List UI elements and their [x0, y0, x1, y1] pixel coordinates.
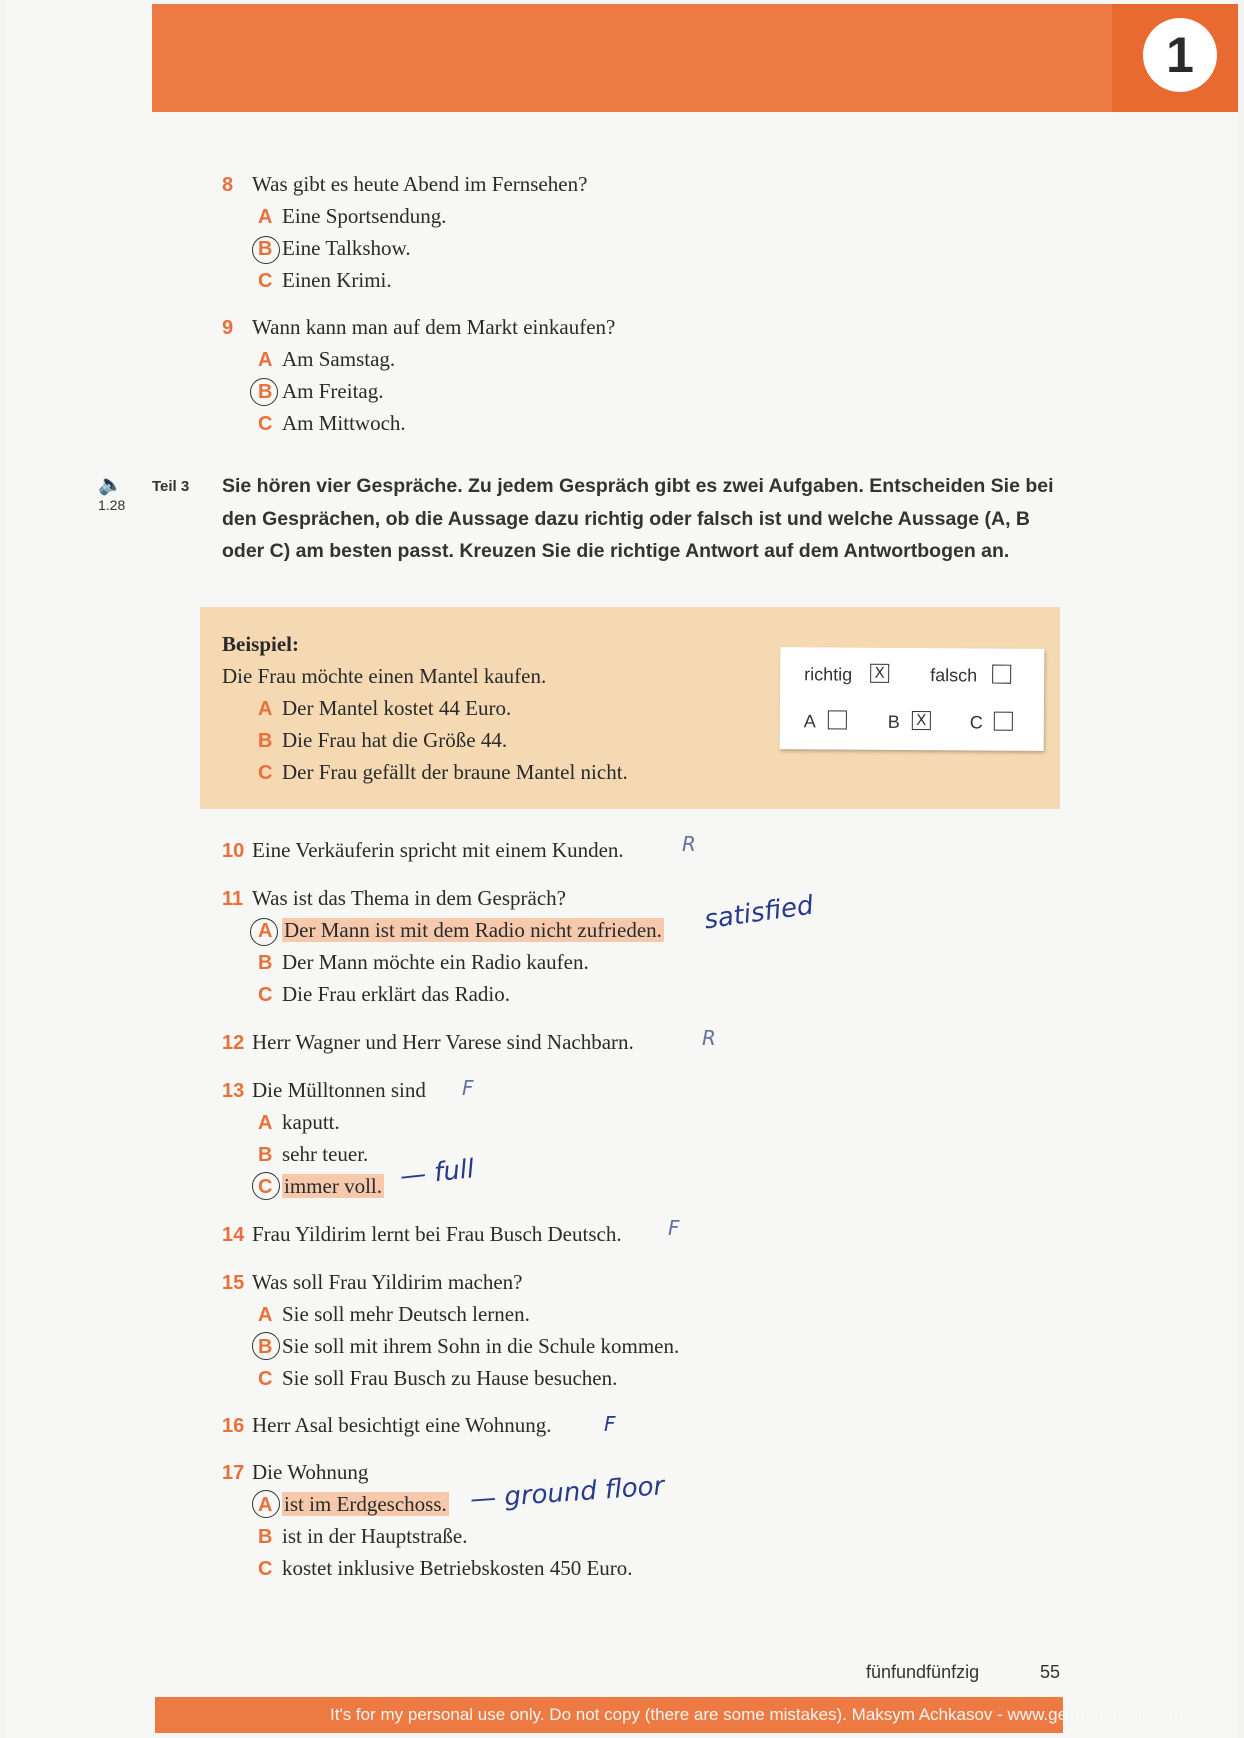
question-text: Was gibt es heute Abend im Fernsehen?: [252, 172, 588, 196]
question-9: [222, 315, 615, 340]
option-text: immer voll.: [284, 1174, 382, 1198]
answer-sheet-card: [780, 647, 1045, 751]
q17-option-b: [258, 1524, 467, 1549]
option-letter: A: [258, 206, 273, 228]
q15-option-c: [258, 1366, 617, 1391]
option-c-label: C: [969, 712, 983, 733]
option-letter: B: [258, 381, 273, 403]
q13-option-b: [258, 1142, 368, 1167]
example-option-c: [258, 760, 628, 785]
question-number: 10: [222, 840, 245, 862]
option-text: Die Frau hat die Größe 44.: [282, 728, 508, 752]
option-text: Sie soll mit ihrem Sohn in die Schule kommen.: [282, 1334, 680, 1358]
option-text: ist in der Hauptstraße.: [282, 1524, 468, 1548]
handwritten-note: F: [604, 1412, 616, 1436]
option-c-checkbox[interactable]: [994, 712, 1013, 731]
option-text: Der Mantel kostet 44 Euro.: [282, 696, 512, 720]
question-text: Die Mülltonnen sind: [252, 1078, 426, 1102]
question-number: 15: [222, 1272, 245, 1294]
page-number-word: fünfundfünfzig: [866, 1662, 980, 1682]
question-17: [222, 1460, 368, 1485]
question-text: Frau Yildirim lernt bei Frau Busch Deutsch.: [252, 1222, 622, 1246]
question-11: [222, 886, 566, 911]
question-number: 9: [222, 317, 234, 339]
option-letter: A: [258, 349, 273, 371]
option-letter: A: [258, 698, 273, 720]
option-text: kostet inklusive Betriebskosten 450 Euro.: [282, 1556, 633, 1580]
q17-option-c: [258, 1556, 633, 1581]
q11-option-a: [258, 918, 664, 943]
option-letter: B: [258, 1526, 273, 1548]
option-letter: B: [258, 730, 273, 752]
option-letter: C: [258, 1558, 273, 1580]
option-text: Sie soll Frau Busch zu Hause besuchen.: [282, 1366, 618, 1390]
answer-circle-mark: [252, 1332, 280, 1360]
q15-option-a: [258, 1302, 530, 1327]
q15-option-b: [258, 1334, 679, 1359]
question-8: [222, 172, 587, 197]
chapter-header-bar: [152, 4, 1112, 112]
q9-option-a: [258, 347, 395, 372]
answer-circle-mark: [250, 378, 278, 406]
option-letter: C: [258, 270, 273, 292]
question-text: Was ist das Thema in dem Gespräch?: [252, 886, 566, 910]
option-letter: C: [258, 1176, 273, 1198]
instructions: Sie hören vier Gespräche. Zu jedem Gespräch gibt es zwei Aufgaben. Entscheiden Sie bei den Gesprächen, ob die Aussage dazu richtig oder falsch ist und welche Aussage (A, B oder C) am besten passt. Kreuzen Sie die richtige Antwort auf dem Antwortbogen an.: [222, 475, 1054, 562]
option-letter: B: [258, 238, 273, 260]
question-number: 11: [222, 888, 244, 910]
option-letter: A: [258, 920, 273, 942]
option-text: Am Freitag.: [282, 379, 384, 403]
question-text: Wann kann man auf dem Markt einkaufen?: [252, 315, 616, 339]
handwritten-note: — full: [398, 1154, 476, 1192]
speaker-icon: 🔈: [98, 474, 123, 496]
option-text: Eine Sportsendung.: [282, 204, 447, 228]
question-text: Herr Asal besichtigt eine Wohnung.: [252, 1413, 552, 1437]
option-text: Am Mittwoch.: [282, 411, 406, 435]
option-text: Die Frau erklärt das Radio.: [282, 982, 511, 1006]
audio-track-number: 1.28: [98, 497, 126, 513]
option-letter: A: [258, 1112, 273, 1134]
option-letter: A: [258, 1494, 273, 1516]
q8-option-a: [258, 204, 446, 229]
question-text: Herr Wagner und Herr Varese sind Nachbarn.: [252, 1030, 634, 1054]
falsch-label: falsch: [930, 665, 978, 686]
question-text: Eine Verkäuferin spricht mit einem Kunden.: [252, 838, 624, 862]
option-letter: B: [258, 952, 273, 974]
question-13: [222, 1078, 426, 1103]
question-15: [222, 1270, 522, 1295]
falsch-checkbox[interactable]: [992, 665, 1011, 684]
handwritten-note: satisfied: [702, 890, 816, 936]
question-14: [222, 1222, 622, 1247]
audio-track[interactable]: [98, 472, 138, 513]
question-number: 13: [222, 1080, 245, 1102]
question-16: [222, 1413, 551, 1438]
q11-option-c: [258, 982, 510, 1007]
example-option-b: [258, 728, 507, 753]
watermark-text: It's for my personal use only. Do not copy (there are some mistakes). Maksym Achkasov - www.german4real.com: [330, 1705, 1181, 1724]
answer-circle-mark: [250, 918, 278, 946]
q8-option-b: [258, 236, 411, 261]
page-number: 55: [1040, 1662, 1061, 1682]
question-12: [222, 1030, 634, 1055]
richtig-label: richtig: [804, 664, 853, 685]
handwritten-note: R: [702, 1026, 716, 1050]
richtig-checkbox[interactable]: X: [870, 664, 889, 683]
handwritten-note: — ground floor: [469, 1471, 666, 1515]
part-label: Teil 3: [152, 478, 190, 495]
option-text: Eine Talkshow.: [282, 236, 411, 260]
q17-option-a: [258, 1492, 449, 1517]
handwritten-note: F: [668, 1216, 680, 1240]
question-number: 14: [222, 1224, 245, 1246]
chapter-number: 1: [1143, 18, 1217, 92]
option-text: ist im Erdgeschoss.: [284, 1492, 447, 1516]
option-letter: B: [258, 1144, 273, 1166]
question-text: Die Wohnung: [252, 1460, 369, 1484]
option-letter: A: [258, 1304, 273, 1326]
option-letter: C: [258, 413, 273, 435]
example-title: Beispiel:: [222, 632, 299, 656]
handwritten-note: R: [682, 832, 696, 856]
q9-option-c: [258, 411, 406, 436]
question-number: 8: [222, 174, 234, 196]
option-text: kaputt.: [282, 1110, 340, 1134]
question-number: 16: [222, 1415, 245, 1437]
answer-circle-mark: [252, 1490, 280, 1518]
question-text: Was soll Frau Yildirim machen?: [252, 1270, 523, 1294]
question-number: 17: [222, 1462, 245, 1484]
option-text: Der Mann ist mit dem Radio nicht zufrieden.: [284, 918, 662, 942]
option-text: sehr teuer.: [282, 1142, 369, 1166]
option-b-label: B: [887, 711, 900, 732]
option-text: Einen Krimi.: [282, 268, 392, 292]
question-number: 12: [222, 1032, 245, 1054]
example-statement: Die Frau möchte einen Mantel kaufen.: [222, 664, 547, 688]
answer-circle-mark: [252, 1172, 280, 1200]
option-b-checkbox[interactable]: X: [912, 711, 931, 730]
option-text: Der Frau gefällt der braune Mantel nicht.: [282, 760, 628, 784]
option-text: Am Samstag.: [282, 347, 396, 371]
option-a-checkbox[interactable]: [828, 710, 847, 729]
q13-option-a: [258, 1110, 340, 1135]
option-letter: B: [258, 1336, 273, 1358]
option-text: Der Mann möchte ein Radio kaufen.: [282, 950, 589, 974]
answer-circle-mark: [252, 236, 280, 264]
option-letter: C: [258, 1368, 273, 1390]
question-10: [222, 838, 624, 863]
q11-option-b: [258, 950, 589, 975]
option-a-label: A: [803, 711, 816, 732]
option-text: Sie soll mehr Deutsch lernen.: [282, 1302, 530, 1326]
option-letter: C: [258, 984, 273, 1006]
handwritten-note: F: [462, 1076, 474, 1100]
example-option-a: [258, 696, 511, 721]
option-letter: C: [258, 762, 273, 784]
q8-option-c: [258, 268, 392, 293]
